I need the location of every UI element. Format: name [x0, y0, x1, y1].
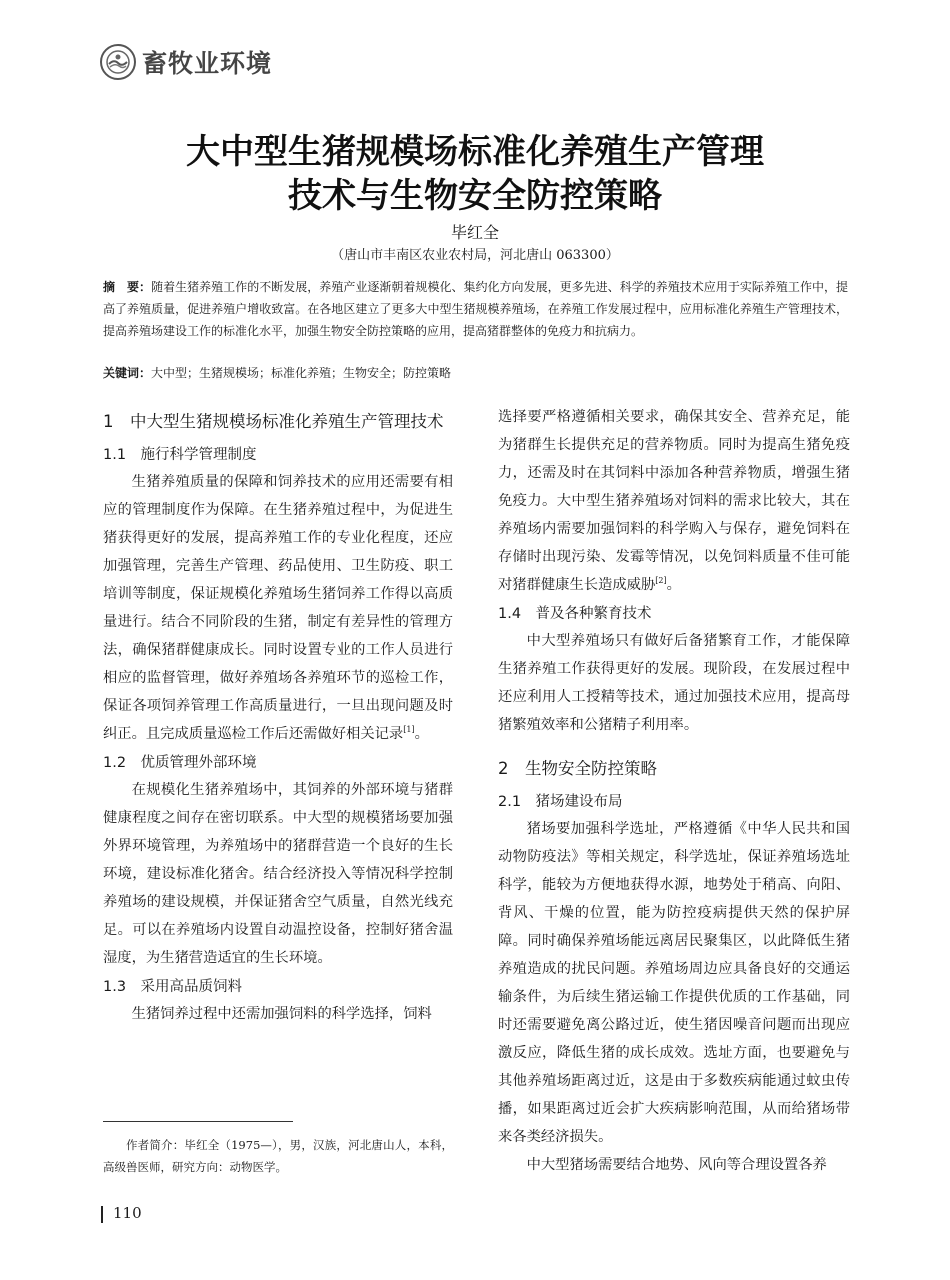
author: 毕红全: [450, 223, 499, 242]
section-2-heading: 2 生物安全防控策略: [498, 759, 657, 778]
section-2-1-paragraph-2: 中大型猪场需要结合地势、风向等合理设置各养: [526, 1157, 827, 1173]
section-1-heading: 1 中大型生猪规模场标准化养殖生产管理技术: [103, 412, 444, 431]
section-2-1-paragraph: 猪场要加强科学选址，严格遵循《中华人民共和国动物防疫法》等相关规定，科学选址，保证养殖场选址科学，能较为方便地获得水源，地势处于稍高、向阳、背风、干燥的位置，能为防控疫病提供天然的保护屏障。同时确保养殖场能远离居民聚集区，以此降低生猪养殖造成的扰民问题。养殖场周边应具备良好的交通运输条件，为后续生猪运输工作提供优质的工作基础，同时还需要避免离公路过近，使生猪因噪音问题而出现应激反应，降低生猪的成长成效。选址方面，也要避免与其他养殖场距离过近，这是由于多数疾病能通过蚊虫传播，如果距离过近会扩大疾病影响范围，从而给猪场带来各类经济损失。: [498, 821, 850, 1145]
page-number-bar: [101, 1206, 103, 1223]
abstract-text: 随着生猪养殖工作的不断发展，养殖产业逐渐朝着规模化、集约化方向发展，更多先进、科学的养殖技术应用于实际养殖工作中，提高了养殖质量，促进养殖户增收致富。在各地区建立了更多大中型生猪规模养殖场，在养殖工作发展过程中，应用标准化养殖生产管理技术，提高养殖场建设工作的标准化水平，加强生物安全防控策略的应用，提高猪群整体的免疫力和抗病力。: [103, 280, 848, 338]
affiliation: （唐山市丰南区农业农村局，河北唐山 063300）: [331, 248, 619, 263]
section-1-3-paragraph-start: 生猪饲养过程中还需加强饲料的科学选择，饲料: [131, 1006, 432, 1022]
section-1-3-heading: 1.3 采用高品质饲料: [103, 979, 243, 995]
keywords-text: 大中型；生猪规模场；标准化养殖；生物安全；防控策略: [151, 366, 452, 380]
left-column: [103, 400, 453, 1028]
abstract-label: 摘 要：: [103, 280, 152, 294]
section-1-1-heading: 1.1 施行科学管理制度: [103, 447, 257, 463]
page-number: 110: [113, 1204, 142, 1222]
paper-title-line1: 大中型生猪规模场标准化养殖生产管理: [186, 132, 764, 172]
journal-name: 畜牧业环境: [142, 49, 273, 78]
footnote-divider: [103, 1121, 293, 1122]
section-1-4-heading: 1.4 普及各种繁育技术: [498, 606, 652, 622]
keywords: [103, 364, 848, 382]
citation-2: [2]: [655, 576, 667, 586]
paper-title-line2: 技术与生物安全防控策略: [288, 176, 662, 216]
section-1-4-paragraph: 中大型养殖场只有做好后备猪繁育工作，才能保障生猪养殖工作获得更好的发展。现阶段，在发展过程中还应利用人工授精等技术，通过加强技术应用，提高母猪繁殖效率和公猪精子利用率。: [498, 633, 850, 733]
right-column: [498, 403, 850, 1179]
abstract: [103, 276, 848, 342]
author-footnote: 作者简介：毕红全（1975—），男，汉族，河北唐山人，本科，高级兽医师，研究方向：动物医学。: [103, 1138, 453, 1174]
section-1-2-paragraph: 在规模化生猪养殖场中，其饲养的外部环境与猪群健康程度之间存在密切联系。中大型的规模猪场要加强外界环境管理，为养殖场中的猪群营造一个良好的生长环境，建设标准化猪舍。结合经济投入等情况科学控制养殖场的建设规模，并保证猪舍空气质量，自然光线充足。可以在养殖场内设置自动温控设备，控制好猪舍温湿度，为生猪营造适宜的生长环境。: [103, 782, 453, 966]
section-1-1-paragraph: 生猪养殖质量的保障和饲养技术的应用还需要有相应的管理制度作为保障。在生猪养殖过程中，为促进生猪获得更好的发展，提高养殖工作的专业化程度，还应加强管理，完善生产管理、药品使用、卫生防疫、职工培训等制度，保证规模化养殖场生猪饲养工作得以高质量进行。结合不同阶段的生猪，制定有差异性的管理方法，确保猪群健康成长。同时设置专业的工作人员进行相应的监督管理，做好养殖场各养殖环节的巡检工作，保证各项饲养管理工作高质量进行，一旦出现问题及时纠正。且完成质量巡检工作后还需做好相关记录[1]。: [103, 474, 453, 742]
section-1-3-paragraph-cont: 选择要严格遵循相关要求，确保其安全、营养充足，能为猪群生长提供充足的营养物质。同时为提高生猪免疫力，还需及时在其饲料中添加各种营养物质，增强生猪免疫力。大中型生猪养殖场对饲料的需求比较大，其在养殖场内需要加强饲料的科学购入与保存，避免饲料在存储时出现污染、发霉等情况，以免饲料质量不佳可能对猪群健康生长造成威胁[2]。: [498, 409, 850, 593]
keywords-label: 关键词：: [103, 366, 152, 380]
section-1-2-heading: 1.2 优质管理外部环境: [103, 755, 257, 771]
citation-1: [1]: [403, 725, 415, 735]
section-2-1-heading: 2.1 猪场建设布局: [498, 794, 623, 810]
journal-header: [100, 44, 272, 80]
journal-emblem-icon: [100, 44, 136, 80]
